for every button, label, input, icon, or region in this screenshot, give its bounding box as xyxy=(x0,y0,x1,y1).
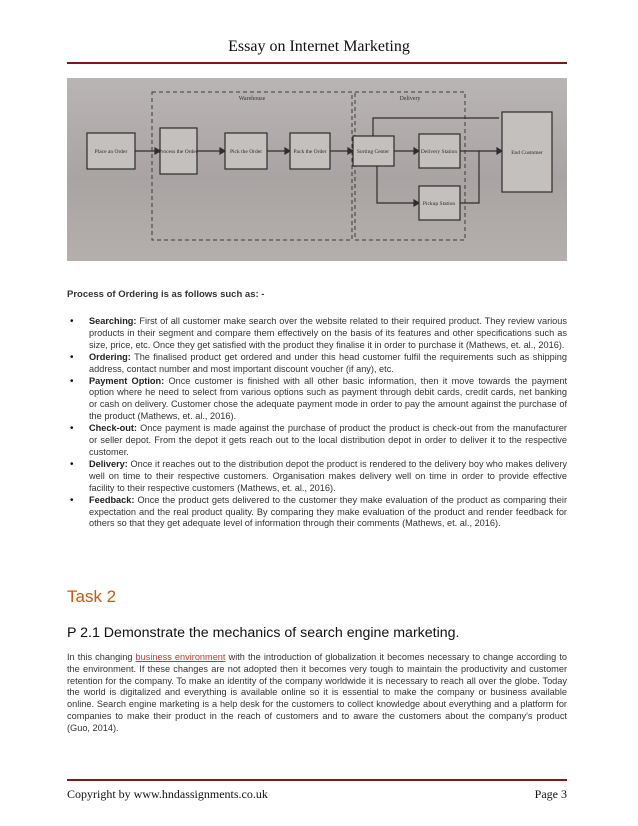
step-term: Searching: xyxy=(89,316,137,326)
step-text: Once customer is finished with all other basic information, then it move towards the payment option where he need to select from various options such as payment through debit cards, credit cards, net banking or cash on delivery. Customer chose the adequate payment mode in order to pay the amount against the purchase of the product (Mathews, et. al., 2016). xyxy=(89,375,567,422)
step-text: The finalised product get ordered and under this head customer fulfil the requirements such as shipping address, contact number and most important discount voucher (if any), etc. xyxy=(89,351,567,374)
bullet-icon: • xyxy=(70,423,74,435)
bullet-icon: • xyxy=(70,494,74,506)
business-environment-link[interactable]: business environment xyxy=(135,652,226,662)
order-process-diagram-photo xyxy=(67,78,567,261)
header-rule xyxy=(67,62,567,64)
node-label-pack-the-order: Pack the Order xyxy=(293,149,327,155)
bullet-icon: • xyxy=(70,351,74,363)
task-heading: Task 2 xyxy=(67,587,117,606)
step-text: Once it reaches out to the distribution depot the product is rendered to the delivery boy who makes delivery well on time to their respective customers. Organisation makes delivery well on time in order to provide effective facility to their respective customers (Mathews, et. al., 2016). xyxy=(89,458,567,493)
delivery-group-label: Delivery xyxy=(399,96,421,102)
step-term: Check-out: xyxy=(89,423,137,434)
step-text: Once payment is made against the purchase of product the product is check-out from the manufacturer or seller depot. From the depot it gets reach out to the local distribution depot in order to deliver it to the respective customer. xyxy=(89,423,567,457)
step-term: Payment Option: xyxy=(89,375,165,386)
list-item xyxy=(67,495,567,531)
step-text: First of all customer make search over the website related to their required product. They review various products in their segment and compare them effectively on the basis of its features and other specifications such as size, price, etc. Once they get satisfied with the product they finalise it in order to purchase it (Mathews, et. al., 2016). xyxy=(89,316,567,350)
page-header-title: Essay on Internet Marketing xyxy=(228,38,410,55)
para-text-after-link: with the introduction of globalization it becomes necessary to change according to the environment. If these changes are not adopted then it becomes very tough to maintain the productivity and customer retention for the company. To make an identity of the company worldwide it is necessary to reach all over the globe. Today the world is digitalized and everything is available online so it is essential to make the company or business available online. Search engine marketing is a help desk for the customers to collect knowledge about everything and a platform for companies to make their product in the reach of customers and to aware the customers about the company's product (Guo, 2014). xyxy=(67,652,568,733)
list-item xyxy=(67,376,567,424)
node-label-end-customer: End Customer xyxy=(511,150,543,156)
node-label-process-the-order: Process the Order xyxy=(158,149,198,155)
node-label-place-an-order: Place an Order xyxy=(94,149,128,155)
body-paragraph xyxy=(67,652,567,735)
step-text: Once the product gets delivered to the customer they make evaluation of the product as comparing their expectation and the real product quality. By comparing they make evaluation of the product and render feedback for others so that they get adequate level of information through their comments (Mathews, et. al., 2016). xyxy=(89,494,567,529)
bullet-icon: • xyxy=(70,316,74,327)
node-label-pickup-station: Pickup Station xyxy=(422,201,456,207)
bullet-icon: • xyxy=(70,375,74,387)
section-heading: P 2.1 Demonstrate the mechanics of search engine marketing. xyxy=(67,625,460,641)
list-item xyxy=(67,316,567,352)
footer-copyright: Copyright by www.hndassignments.co.uk xyxy=(67,787,268,801)
node-label-sorting-center: Sorting Center xyxy=(356,149,390,155)
list-item xyxy=(67,459,567,495)
list-item xyxy=(67,352,567,376)
footer-rule xyxy=(67,779,567,781)
warehouse-group-label: Warehouse xyxy=(238,96,266,102)
step-term: Delivery: xyxy=(89,458,128,469)
process-heading: Process of Ordering is as follows such as: - xyxy=(67,289,265,300)
para-text-before-link: In this changing xyxy=(67,652,136,662)
step-term: Feedback: xyxy=(89,494,135,505)
node-label-delivery-station: Delivery Station xyxy=(420,149,458,155)
process-steps-list xyxy=(67,316,567,530)
node-label-pick-the-order: Pick the Order xyxy=(229,149,263,155)
footer-page-number: Page 3 xyxy=(534,787,567,801)
list-item xyxy=(67,423,567,459)
step-term: Ordering: xyxy=(89,351,131,362)
bullet-icon: • xyxy=(70,458,74,470)
